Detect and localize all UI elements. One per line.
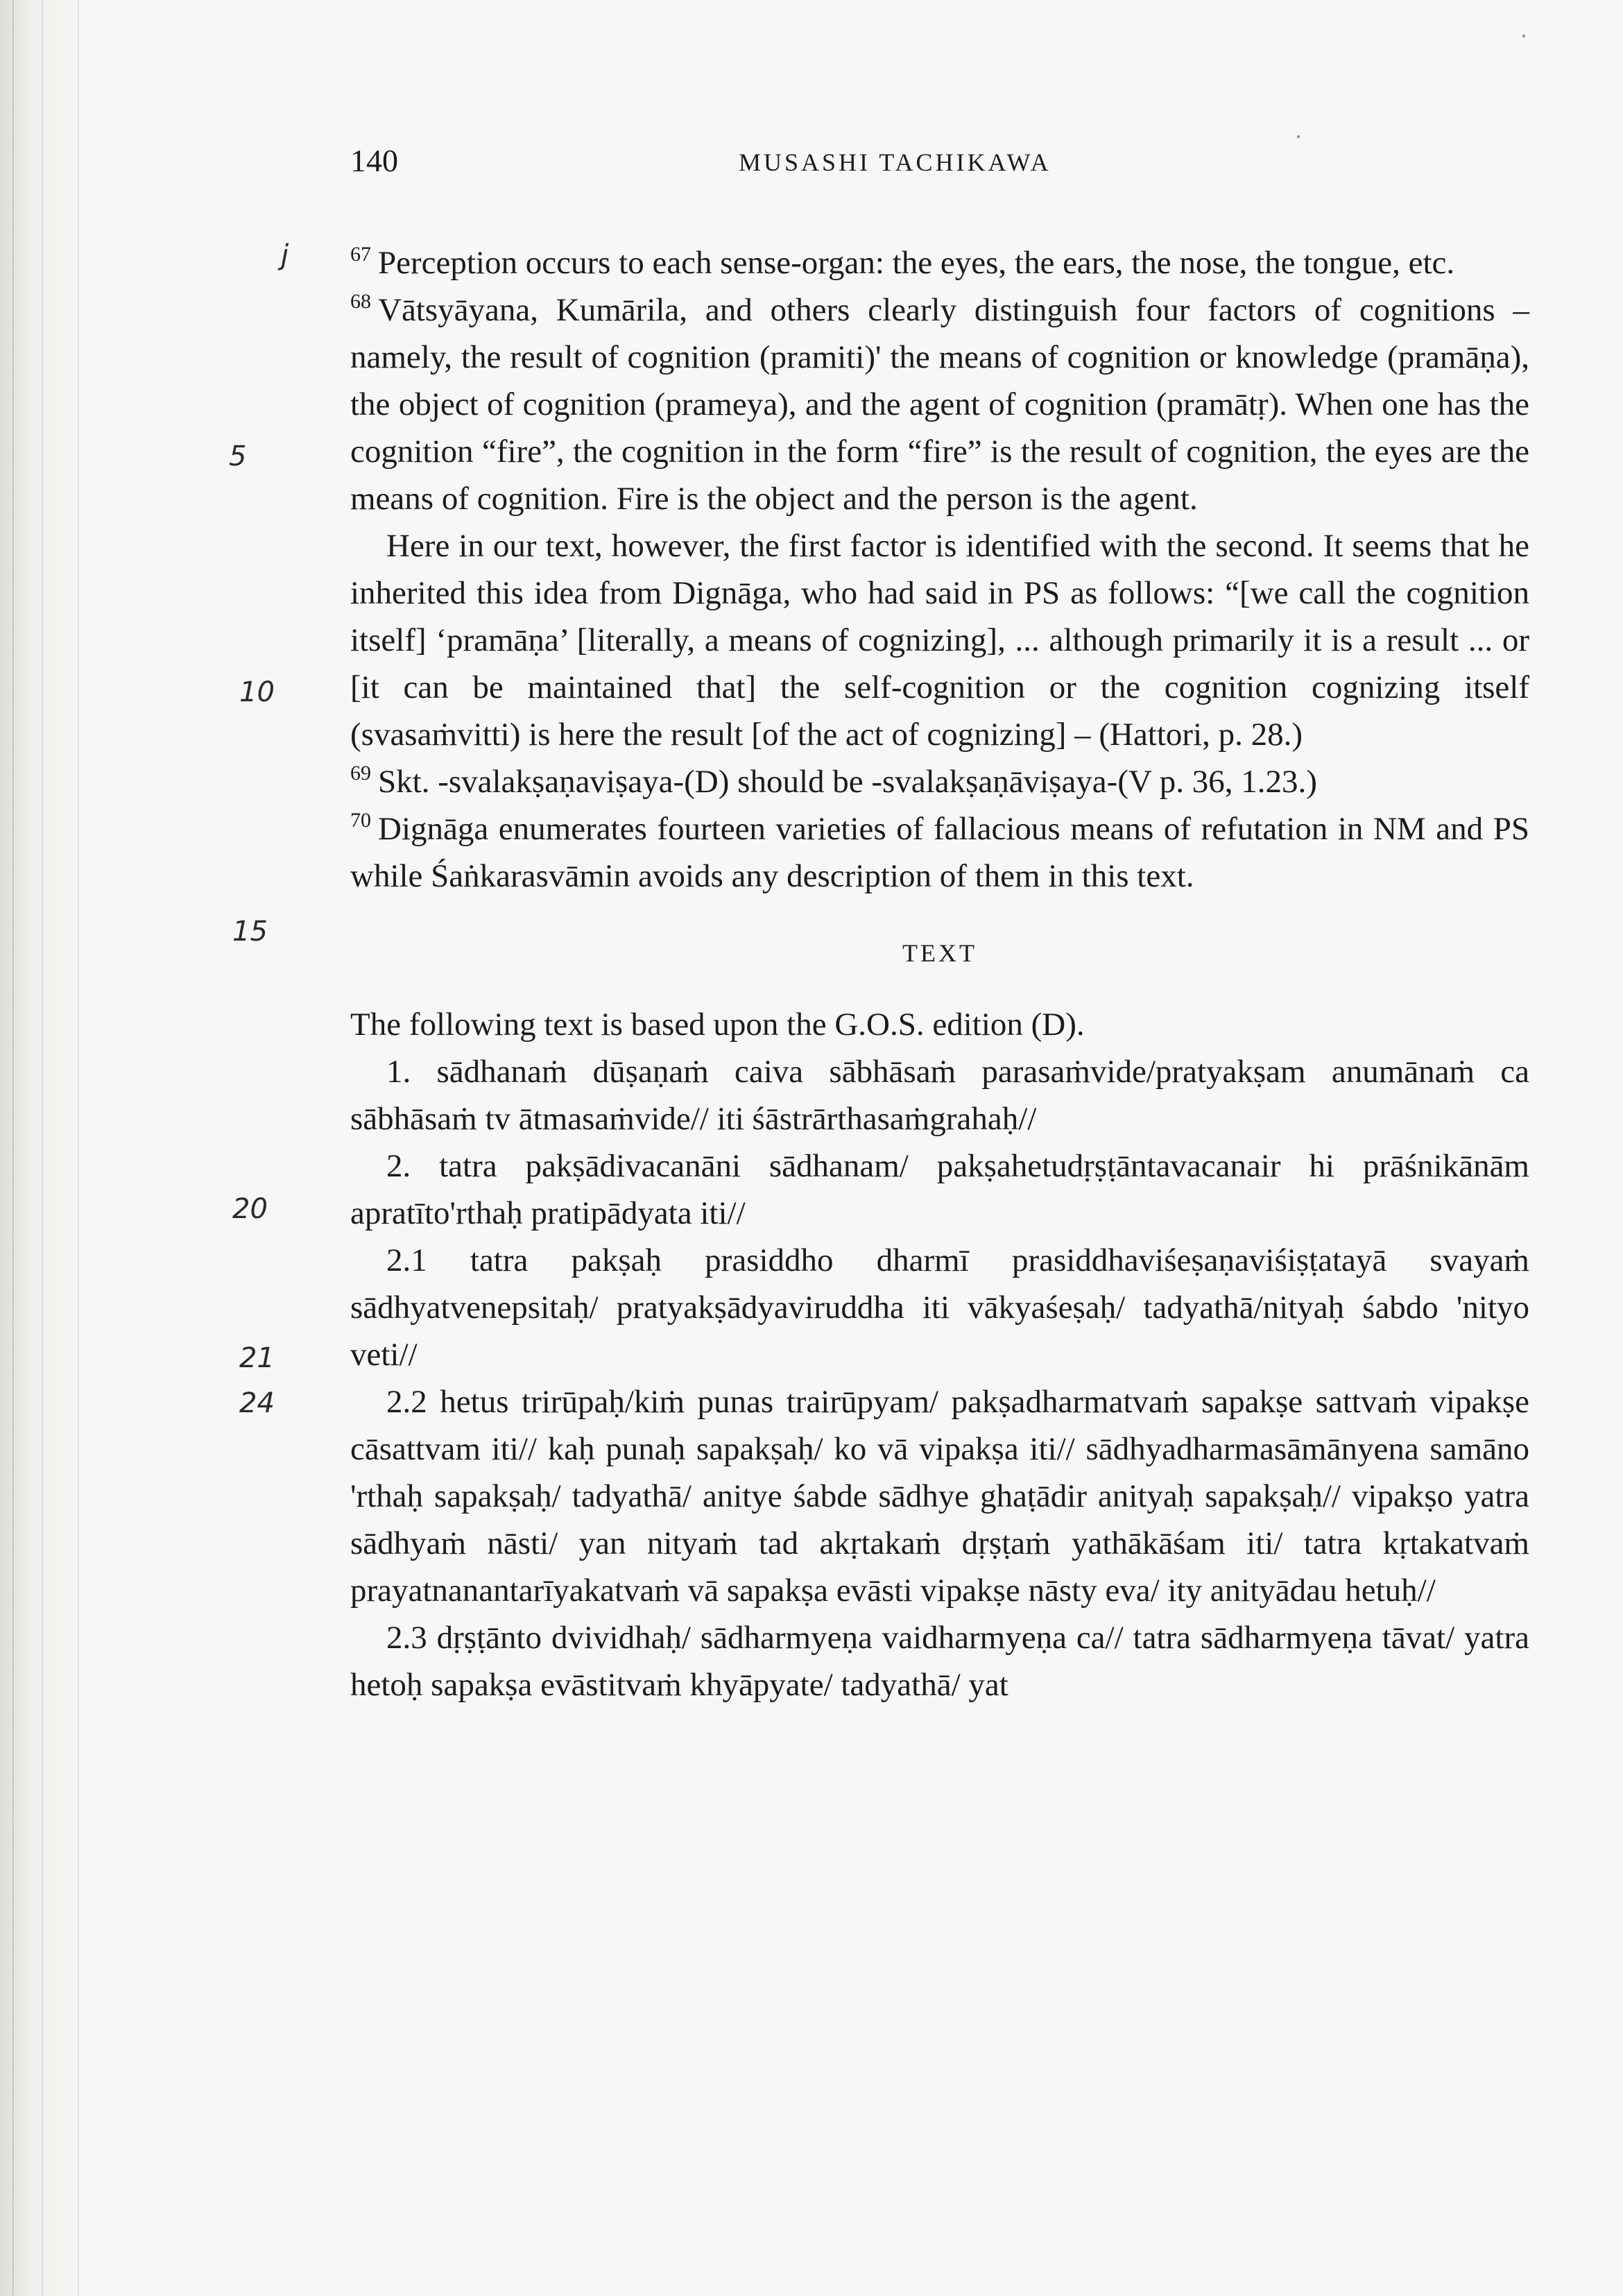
footnote-number: 69 (350, 762, 371, 785)
margin-mark: j (281, 239, 289, 271)
verse: 2.1 tatra pakṣaḥ prasiddho dharmī prasiddhaviśeṣaṇaviśiṣṭatayā svayaṁ sādhyatvenepsitaḥ/ pratyakṣādyaviruddha iti vākyaśeṣaḥ/ tadyathā/nityaḥ śabdo 'nityo veti// (350, 1242, 1529, 1373)
verse: 2. tatra pakṣādivacanāni sādhanam/ pakṣahetudṛṣṭāntavacanair hi prāśnikānām apratīto'rthaḥ pratipādyata iti// (350, 1148, 1529, 1231)
scan-gutter-shadow (0, 0, 104, 2296)
footnote-67 (350, 239, 1529, 286)
scan-speck (1522, 35, 1525, 37)
verse: 2.2 hetus trirūpaḥ/kiṁ punas trairūpyam/ pakṣadharmatvaṁ sapakṣe sattvaṁ vipakṣe cāsattvam iti// kaḥ punaḥ sapakṣaḥ/ ko vā vipakṣa iti// sādhyadharmasāmānyena samāno 'rthaḥ sapakṣaḥ/ tadyathā/ anitye śabde sādhye ghaṭādir anityaḥ sapakṣaḥ// vipakṣo yatra sādhyaṁ nāsti/ yan nityaṁ tad akṛtakaṁ dṛṣṭaṁ yathākāśam iti/ tatra kṛtakatvaṁ prayatnanantarīyakatvaṁ vā sapakṣa evāsti vipakṣe nāsty eva/ ity anityādau hetuḥ// (350, 1384, 1529, 1609)
footnote-text: Dignāga enumerates fourteen varieties of fallacious means of refutation in NM and PS while Śaṅkarasvāmin avoids any description of them in this text. (350, 811, 1529, 894)
footnote-69 (350, 758, 1529, 805)
page-number: 140 (350, 143, 398, 178)
scan-edge-line (42, 0, 43, 2296)
verse: 2.3 dṛṣṭānto dvividhaḥ/ sādharmyeṇa vaidharmyeṇa ca// tatra sādharmyeṇa tāvat/ yatra hetoḥ sapakṣa evāstitvaṁ khyāpyate/ tadyathā/ yat (350, 1620, 1529, 1703)
text-body (350, 1001, 1529, 1708)
footnote-68-continuation: Here in our text, however, the first factor is identified with the second. It seems that he inherited this idea from Dignāga, who had said in PS as follows: “[we call the cognition itself] ‘pramāṇa’ [literally, a means of cognizing], ... although primarily it is a result ... or [it can be maintained that] the self-cognition or the cognition cognizing itself (svasaṁvitti) is here the result [of the act of cognizing] – (Hattori, p. 28.) (350, 528, 1529, 753)
footnotes (350, 239, 1529, 900)
margin-mark: 21 (239, 1342, 275, 1374)
section-title: TEXT (902, 939, 977, 967)
margin-mark: 15 (232, 916, 268, 948)
footnote-68 (350, 286, 1529, 522)
running-head (350, 135, 1529, 191)
margin-mark: 5 (229, 440, 247, 472)
scan-edge-line (78, 0, 79, 2296)
footnote-text: Vātsyāyana, Kumārila, and others clearly distinguish four factors of cognitions – namely, the result of cognition (pramiti)' the means of cognition or knowledge (pramāṇa), the object of cognition (prameya), and the agent of cognition (pramātṛ). When one has the cognition “fire”, the cognition in the form “fire” is the result of cognition, the eyes are the means of cognition. Fire is the object and the person is the agent. (350, 292, 1529, 517)
footnote-text: Skt. -svalakṣaṇaviṣaya-(D) should be -svalakṣaṇāviṣaya-(V p. 36, 1.23.) (378, 764, 1317, 800)
text-intro: The following text is based upon the G.O.S. edition (D). (350, 1006, 1085, 1043)
verse: 1. sādhanaṁ dūṣaṇaṁ caiva sābhāsaṁ parasaṁvide/pratyakṣam anumānaṁ ca sābhāsaṁ tv ātmasaṁvide// iti śāstrārthasaṁgrahaḥ// (350, 1054, 1529, 1137)
margin-mark: 10 (239, 676, 275, 708)
footnote-number: 68 (350, 290, 371, 313)
page-content (350, 135, 1529, 1708)
scan-edge-line (12, 0, 14, 2296)
footnote-number: 70 (350, 809, 371, 832)
footnote-text: Perception occurs to each sense-organ: the eyes, the ears, the nose, the tongue, etc. (378, 245, 1455, 281)
margin-mark: 24 (239, 1387, 275, 1419)
margin-mark: 20 (232, 1193, 268, 1225)
footnote-number: 67 (350, 243, 371, 266)
running-head-author: MUSASHI TACHIKAWA (739, 148, 1051, 176)
footnote-70 (350, 805, 1529, 900)
